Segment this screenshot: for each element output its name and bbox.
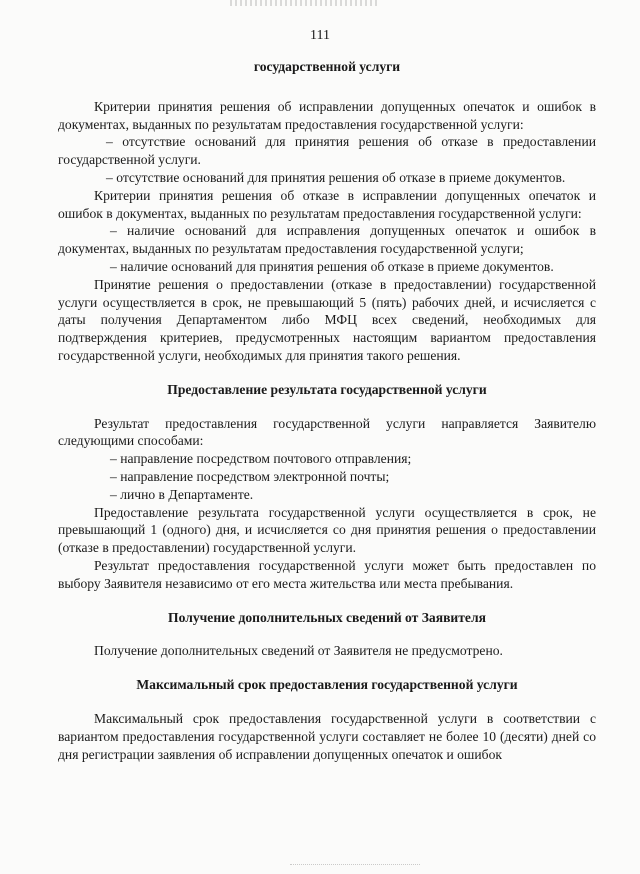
heading-result: Предоставление результата государственной услуги (167, 381, 487, 397)
paragraph-result-choice: Результат предоставления государственной услуги может быть предоставлен по выбору Заявителя независимо от его места жительства или места пребывания. (58, 557, 596, 591)
paragraph-result-term: Предоставление результата государственной услуги осуществляется в срок, не превышающий 1 (одного) дня, и исчисляется со дня принятия решения о предоставлении (отказе в предоставлении) государственной услуги. (58, 504, 596, 556)
list-item: – наличие оснований для принятия решения об отказе в приеме документов. (110, 258, 554, 274)
paragraph-max-term: Максимальный срок предоставления государственной услуги в соответствии с вариантом предоставления государственной услуги составляет не более 10 (десяти) дней со дня регистрации заявления об исправлении допущенных опечаток и ошибок (58, 710, 596, 762)
document-body (58, 58, 596, 763)
scan-artifact-top (230, 0, 380, 6)
scan-artifact-bottom (290, 864, 420, 866)
list-item: – наличие оснований для исправления допущенных опечаток и ошибок в документах, выданных по результатам предоставления государственной услуги; (58, 223, 596, 257)
list-item: – направление посредством почтового отправления; (110, 451, 412, 467)
paragraph-correction-criteria: Критерии принятия решения об исправлении допущенных опечаток и ошибок в документах, выданных по результатам предоставления государственной услуги: (58, 98, 596, 132)
page-number: 111 (310, 28, 330, 43)
list-item: – отсутствие оснований для принятия решения об отказе в предоставлении государственной услуги. (58, 134, 596, 168)
list-item: – направление посредством электронной почты; (110, 468, 390, 484)
heading-additional-info: Получение дополнительных сведений от Заявителя (168, 609, 486, 625)
heading-max-term: Максимальный срок предоставления государственной услуги (136, 677, 518, 693)
paragraph-refusal-criteria: Критерии принятия решения об отказе в исправлении допущенных опечаток и ошибок в документах, выданных по результатам предоставления государственной услуги: (58, 187, 596, 221)
heading-continuation: государственной услуги (253, 59, 401, 74)
list-item: – отсутствие оснований для принятия решения об отказе в приеме документов. (106, 169, 566, 185)
paragraph-additional-info: Получение дополнительных сведений от Заявителя не предусмотрено. (94, 643, 503, 659)
list-item: – лично в Департаменте. (110, 486, 254, 502)
paragraph-decision-term: Принятие решения о предоставлении (отказе в предоставлении) государственной услуги осуществляется в срок, не превышающий 5 (пять) рабочих дней, и исчисляется с даты получения Департаментом либо МФЦ всех сведений, необходимых для подтверждения критериев, предусмотренных настоящим вариантом предоставления государственной услуги, необходимых для принятия такого решения. (58, 276, 596, 363)
paragraph-result-methods: Результат предоставления государственной услуги направляется Заявителю следующими способами: (58, 415, 596, 449)
